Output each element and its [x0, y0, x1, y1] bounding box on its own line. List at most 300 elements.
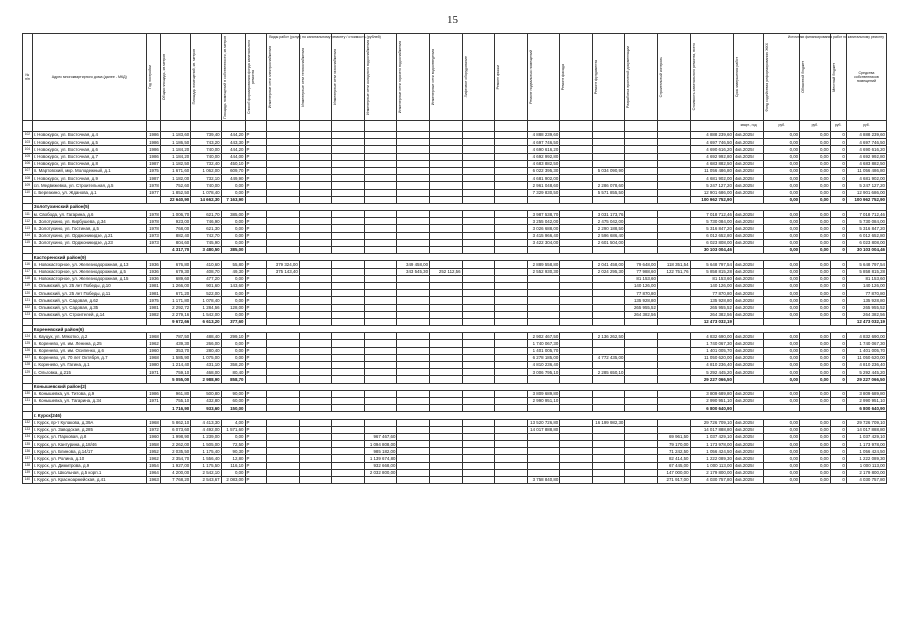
cell-work-cost — [560, 196, 593, 203]
cell-total: 265 955,52 — [690, 304, 733, 311]
cell-work-cost — [625, 318, 658, 325]
cell-work-cost — [527, 376, 560, 383]
cell-num: 108 — [23, 175, 33, 182]
cell-address: г. Новокурск, ул. Восточная, д.8 — [32, 160, 146, 167]
table-row — [23, 175, 887, 182]
units-cell — [332, 121, 365, 132]
cell-work-cost: 6 022 395,30 — [527, 167, 560, 174]
cell-num: 137 — [23, 455, 33, 462]
cell-work-cost: 2 136 262,50 — [592, 333, 625, 340]
cell-src-owners: 4 690 616,20 — [846, 146, 886, 153]
cell-num — [23, 376, 33, 383]
cell-work-cost — [364, 189, 397, 196]
cell-work-cost — [267, 139, 300, 146]
cell-work-cost — [397, 390, 430, 397]
cell-work-cost — [625, 196, 658, 203]
cell-area-total: 1 184,20 — [160, 153, 190, 160]
units-cell — [657, 121, 690, 132]
cell-work-cost — [560, 132, 593, 139]
cell-deadline: 4кв.2025г — [733, 239, 763, 246]
cell-src-owners: 265 955,52 — [846, 304, 886, 311]
cell-src-local: 0 — [830, 160, 846, 167]
cell-src-state: 0,00 — [764, 261, 800, 268]
cell-src-state: 0,00 — [764, 160, 800, 167]
cell-work-cost — [527, 311, 560, 318]
cell-src-local: 0 — [830, 290, 846, 297]
cell-area-owned: 0,00 — [221, 340, 245, 347]
cell-total: 7 018 712,46 — [690, 211, 733, 218]
cell-work-cost — [527, 282, 560, 289]
cell-method: Р — [245, 433, 267, 440]
cell-total: 5 292 445,20 — [690, 369, 733, 376]
cell-total: 4 690 616,20 — [690, 146, 733, 153]
cell-num: 119 — [23, 282, 33, 289]
cell-work-cost — [625, 426, 658, 433]
cell-total: 5 316 847,20 — [690, 225, 733, 232]
cell-area-owned: 0,00 — [221, 225, 245, 232]
table-row — [23, 340, 887, 347]
cell-work-cost — [397, 441, 430, 448]
cell-work-cost — [332, 469, 365, 476]
cell-work-cost — [397, 146, 430, 153]
cell-address: п. Золотухино, ул. Орджоникидзе, д.23 — [32, 239, 146, 246]
cell-work-cost — [495, 369, 528, 376]
cell-src-state: 0,00 — [764, 196, 800, 203]
cell-work-cost — [592, 318, 625, 325]
cell-work-cost — [462, 153, 495, 160]
cell-work-cost — [657, 354, 690, 361]
cell-work-cost — [267, 462, 300, 469]
header-work-8 — [527, 34, 560, 121]
cell-area-owned: 12,80 — [221, 455, 245, 462]
cell-work-cost — [625, 405, 658, 412]
cell-area-total: 1 182,50 — [160, 160, 190, 167]
cell-work-cost — [495, 405, 528, 412]
cell-total: 1 222 089,30 — [690, 455, 733, 462]
cell-work-cost — [430, 419, 463, 426]
cell-address: п. Новокасторное, ул. Железнодорожная, д.5 — [32, 268, 146, 275]
table-row — [23, 146, 887, 153]
cell-area-owned: 450,10 — [221, 160, 245, 167]
cell-work-cost — [657, 196, 690, 203]
cell-area-premises: 266,00 — [191, 340, 221, 347]
cell-src-state: 0,00 — [764, 167, 800, 174]
cell-area-premises: 1 175,40 — [191, 448, 221, 455]
cell-work-cost: 79 170,00 — [657, 441, 690, 448]
cell-total: 5 730 084,00 — [690, 218, 733, 225]
cell-total: 14 017 888,80 — [690, 426, 733, 433]
cell-year: 1960 — [146, 433, 160, 440]
cell-src-regional: 0,00 — [800, 132, 830, 139]
table-row — [23, 218, 887, 225]
cell-src-local: 0 — [830, 455, 846, 462]
cell-src-state: 0,00 — [764, 232, 800, 239]
cell-area-owned: 385,00 — [221, 211, 245, 218]
header-work-1 — [299, 34, 332, 121]
cell-deadline: 4кв.2025г — [733, 304, 763, 311]
cell-area-total: 2 354,70 — [160, 455, 190, 462]
cell-src-state: 0,00 — [764, 369, 800, 376]
units-cell — [221, 121, 245, 132]
header-year-text: Год постройки — [147, 65, 152, 89]
cell-work-cost — [267, 247, 300, 254]
cell-num: 132 — [23, 419, 33, 426]
cell-src-state: 0,00 — [764, 239, 800, 246]
cell-address: п. Олымский, ул. Садовая, д.35 — [32, 304, 146, 311]
cell-work-cost — [430, 232, 463, 239]
cell-area-owned: 72,50 — [221, 441, 245, 448]
cell-total: 12 901 686,00 — [690, 189, 733, 196]
cell-work-cost — [560, 268, 593, 275]
table-row — [23, 369, 887, 376]
cell-work-cost: 16 199 982,30 — [592, 419, 625, 426]
cell-total: 4 697 746,50 — [690, 139, 733, 146]
cell-num: 129 — [23, 369, 33, 376]
cell-area-premises: 745,90 — [191, 239, 221, 246]
header-src-local — [830, 34, 846, 121]
cell-address: г. Курск, ул. Кантурина, д.18/46 — [32, 441, 146, 448]
cell-work-cost — [527, 318, 560, 325]
cell-area-owned: 7 163,90 — [221, 196, 245, 203]
cell-work-cost — [462, 261, 495, 268]
cell-work-cost — [267, 405, 300, 412]
cell-area-premises: 500,80 — [191, 390, 221, 397]
cell-work-cost — [267, 433, 300, 440]
cell-method: Р — [245, 462, 267, 469]
cell-num: 107 — [23, 167, 33, 174]
cell-work-cost — [495, 232, 528, 239]
cell-src-regional: 0,00 — [800, 196, 830, 203]
table-row — [23, 132, 887, 139]
cell-area-total: 1 852,50 — [160, 189, 190, 196]
cell-deadline: 4кв.2025г — [733, 369, 763, 376]
subtotal-row — [23, 247, 887, 254]
cell-work-cost — [527, 433, 560, 440]
cell-work-cost — [430, 340, 463, 347]
cell-work-cost — [430, 390, 463, 397]
cell-work-cost: 118 351,54 — [657, 261, 690, 268]
cell-year: 1981 — [146, 304, 160, 311]
units-cell: руб. — [800, 121, 830, 132]
cell-src-local: 0 — [830, 225, 846, 232]
cell-work-cost — [397, 239, 430, 246]
cell-deadline: 4кв.2025г — [733, 132, 763, 139]
cell-work-cost — [560, 419, 593, 426]
cell-total: 5 648 797,54 — [690, 261, 733, 268]
cell-work-cost: 4 772 435,00 — [592, 354, 625, 361]
cell-work-cost — [462, 275, 495, 282]
cell-total: 135 928,80 — [690, 297, 733, 304]
cell-src-state: 0,00 — [764, 376, 800, 383]
cell-src-state: 0,00 — [764, 225, 800, 232]
cell-src-regional: 0,00 — [800, 333, 830, 340]
cell-work-cost — [462, 239, 495, 246]
units-cell — [160, 121, 190, 132]
cell-src-regional: 0,00 — [800, 448, 830, 455]
cell-num: 116 — [23, 261, 33, 268]
cell-work-cost — [560, 261, 593, 268]
cell-area-owned: 49,30 — [221, 268, 245, 275]
district-num — [23, 326, 33, 333]
cell-work-cost — [267, 189, 300, 196]
cell-work-cost — [397, 311, 430, 318]
table-row — [23, 448, 887, 455]
cell-work-cost — [397, 469, 430, 476]
cell-deadline — [733, 376, 763, 383]
cell-method — [245, 318, 267, 325]
table-row — [23, 261, 887, 268]
cell-address — [32, 376, 146, 383]
cell-work-cost — [267, 232, 300, 239]
cell-area-total: 923,00 — [160, 218, 190, 225]
cell-work-cost — [267, 182, 300, 189]
cell-work-cost — [625, 167, 658, 174]
cell-total: 1 401 005,70 — [690, 347, 733, 354]
cell-work-cost — [495, 469, 528, 476]
cell-work-cost — [267, 167, 300, 174]
cell-total: 5 247 127,20 — [690, 182, 733, 189]
table-row — [23, 282, 887, 289]
cell-work-cost — [332, 318, 365, 325]
cell-work-cost: 2 552 930,30 — [527, 268, 560, 275]
cell-src-owners: 4 832 690,00 — [846, 333, 886, 340]
cell-work-cost: 932 668,00 — [364, 462, 397, 469]
cell-work-cost — [560, 448, 593, 455]
cell-src-owners: 7 018 712,46 — [846, 211, 886, 218]
cell-work-cost — [332, 247, 365, 254]
cell-work-cost — [592, 304, 625, 311]
header-works-group: Виды работ (услуг) по капитальному ремонту / стоимость (рублей) — [269, 35, 381, 39]
cell-work-cost — [332, 261, 365, 268]
cell-work-cost — [495, 297, 528, 304]
cell-work-cost — [299, 419, 332, 426]
units-cell — [527, 121, 560, 132]
cell-work-cost — [332, 146, 365, 153]
cell-src-regional: 0,00 — [800, 311, 830, 318]
cell-work-cost — [430, 311, 463, 318]
cell-work-cost — [332, 448, 365, 455]
capital-repair-table-sheet — [22, 33, 887, 484]
cell-method: Р — [245, 304, 267, 311]
cell-work-cost — [625, 397, 658, 404]
cell-work-cost — [397, 218, 430, 225]
cell-address: г. Курск, ул. Ролина, д.10 — [32, 455, 146, 462]
cell-work-cost — [332, 405, 365, 412]
cell-total: 4 810 236,40 — [690, 362, 733, 369]
cell-work-cost — [657, 239, 690, 246]
cell-work-cost — [560, 239, 593, 246]
cell-work-cost: 343 545,30 — [397, 268, 430, 275]
cell-work-cost — [332, 182, 365, 189]
cell-work-cost — [592, 347, 625, 354]
cell-num: 124 — [23, 333, 33, 340]
cell-method: Р — [245, 347, 267, 354]
cell-method: Р — [245, 455, 267, 462]
cell-total: 29 726 709,10 — [690, 419, 733, 426]
cell-address: п. Коренево, ул. 70 лет Октября, д.7 — [32, 354, 146, 361]
cell-src-regional: 0,00 — [800, 376, 830, 383]
cell-work-cost — [657, 290, 690, 297]
cell-work-cost — [267, 390, 300, 397]
cell-work-cost — [495, 340, 528, 347]
cell-year: 1978 — [146, 218, 160, 225]
cell-deadline: 4кв.2025г — [733, 182, 763, 189]
cell-work-cost — [299, 189, 332, 196]
cell-work-cost — [495, 376, 528, 383]
subtotal-row — [23, 376, 887, 383]
cell-area-premises: 280,40 — [191, 347, 221, 354]
table-row — [23, 441, 887, 448]
cell-area-total: 1 214,40 — [160, 362, 190, 369]
cell-work-cost: 2 041 458,00 — [592, 261, 625, 268]
cell-src-regional: 0,00 — [800, 139, 830, 146]
district-name: г. Курск(246) — [32, 412, 886, 419]
cell-year: 1981 — [146, 282, 160, 289]
cell-area-premises: 2 543,67 — [191, 477, 221, 484]
cell-work-cost — [560, 153, 593, 160]
cell-src-owners: 1 173 978,00 — [846, 441, 886, 448]
cell-method — [245, 196, 267, 203]
cell-work-cost: 140 126,00 — [625, 282, 658, 289]
cell-work-cost — [430, 426, 463, 433]
cell-address: м. Свобода, ул. Гагарина, д.6 — [32, 211, 146, 218]
cell-deadline: 4кв.2025г — [733, 354, 763, 361]
cell-work-cost — [397, 167, 430, 174]
cell-work-cost — [332, 167, 365, 174]
cell-num: 130 — [23, 390, 33, 397]
cell-work-cost — [592, 247, 625, 254]
cell-area-premises: 732,10 — [191, 175, 221, 182]
table-row — [23, 433, 887, 440]
cell-work-cost — [657, 146, 690, 153]
cell-src-state: 0,00 — [764, 354, 800, 361]
cell-src-owners: 14 017 888,80 — [846, 426, 886, 433]
cell-address: п. Олымский, ул. Строителей, д.14 — [32, 311, 146, 318]
cell-method: Р — [245, 189, 267, 196]
cell-work-cost — [657, 362, 690, 369]
cell-address: г. Новокурск, ул. Восточная, д.9 — [32, 175, 146, 182]
cell-work-cost — [332, 268, 365, 275]
cell-work-cost: 71 242,50 — [657, 448, 690, 455]
units-cell — [397, 121, 430, 132]
cell-work-cost — [364, 261, 397, 268]
cell-work-cost — [397, 247, 430, 254]
cell-work-cost — [592, 311, 625, 318]
cell-work-cost — [560, 225, 593, 232]
cell-src-state — [764, 318, 800, 325]
cell-work-cost — [332, 333, 365, 340]
cell-method: Р — [245, 261, 267, 268]
cell-area-owned: 80,40 — [221, 369, 245, 376]
cell-work-cost: 271 917,00 — [657, 477, 690, 484]
cell-area-premises: 14 662,30 — [191, 196, 221, 203]
cell-work-cost — [657, 275, 690, 282]
cell-src-local: 0 — [830, 182, 846, 189]
cell-src-owners: 30 103 004,46 — [846, 247, 886, 254]
cell-work-cost — [364, 225, 397, 232]
cell-deadline: 4кв.2025г — [733, 290, 763, 297]
cell-area-owned: 143,60 — [221, 282, 245, 289]
cell-src-local: 0 — [830, 333, 846, 340]
cell-src-local: 0 — [830, 268, 846, 275]
cell-work-cost — [430, 218, 463, 225]
cell-work-cost — [364, 275, 397, 282]
cell-work-cost — [299, 433, 332, 440]
cell-src-regional: 0,00 — [800, 433, 830, 440]
cell-deadline: 4кв.2025г — [733, 297, 763, 304]
cell-work-cost — [657, 282, 690, 289]
cell-work-cost — [299, 153, 332, 160]
cell-deadline: 4кв.2025г — [733, 426, 763, 433]
cell-work-cost — [625, 347, 658, 354]
cell-work-cost — [560, 333, 593, 340]
cell-area-owned: 0,00 — [221, 290, 245, 297]
cell-work-cost — [495, 477, 528, 484]
cell-area-total: 1 716,90 — [160, 405, 190, 412]
header-area-premises-text: Площадь помещений, кв. метров — [192, 49, 197, 105]
cell-area-premises: 740,00 — [191, 146, 221, 153]
cell-method: Р — [245, 282, 267, 289]
cell-method: Р — [245, 175, 267, 182]
cell-year: 1975 — [146, 167, 160, 174]
cell-src-owners: 29 227 066,50 — [846, 376, 886, 383]
cell-work-cost — [267, 376, 300, 383]
cell-src-state: 0,00 — [764, 182, 800, 189]
cell-address: п. Конышевка, ул. Титова, д.9 — [32, 390, 146, 397]
cell-year: 1936 — [146, 261, 160, 268]
cell-deadline — [733, 196, 763, 203]
cell-num: 123 — [23, 311, 33, 318]
cell-work-cost — [495, 290, 528, 297]
cell-deadline: 4кв.2025г — [733, 390, 763, 397]
cell-src-local: 0 — [830, 232, 846, 239]
cell-num: 125 — [23, 340, 33, 347]
cell-work-cost: 3 422 304,00 — [527, 239, 560, 246]
header-address-text: Адрес многоквартирного дома (далее - МКД) — [51, 75, 127, 79]
cell-src-owners: 81 153,60 — [846, 275, 886, 282]
cell-work-cost — [495, 160, 528, 167]
cell-method — [245, 376, 267, 383]
cell-deadline — [733, 247, 763, 254]
cell-work-cost — [560, 376, 593, 383]
cell-src-state: 0,00 — [764, 175, 800, 182]
cell-total: 30 103 004,46 — [690, 247, 733, 254]
cell-work-cost: 77 988,60 — [625, 268, 658, 275]
header-work-4 — [397, 34, 430, 121]
cell-total: 11 056 486,80 — [690, 167, 733, 174]
header-src-owners-text: Средства собственников помещений — [854, 71, 879, 83]
cell-year: 1968 — [146, 333, 160, 340]
cell-work-cost — [462, 167, 495, 174]
cell-num: 136 — [23, 448, 33, 455]
cell-area-owned: 0,00 — [221, 232, 245, 239]
cell-src-state: 0,00 — [764, 282, 800, 289]
cell-src-owners: 4 681 902,00 — [846, 175, 886, 182]
cell-method: Р — [245, 441, 267, 448]
table-row — [23, 232, 887, 239]
cell-src-local — [830, 405, 846, 412]
cell-work-cost — [592, 196, 625, 203]
cell-work-cost — [592, 376, 625, 383]
cell-num: 138 — [23, 462, 33, 469]
cell-work-cost — [592, 477, 625, 484]
cell-work-cost — [364, 354, 397, 361]
header-work-12-text: Строительный контроль — [658, 56, 663, 98]
cell-area-owned: 444,20 — [221, 146, 245, 153]
header-address — [32, 34, 146, 121]
cell-src-owners: 1 401 005,70 — [846, 347, 886, 354]
cell-work-cost: 81 153,60 — [625, 275, 658, 282]
